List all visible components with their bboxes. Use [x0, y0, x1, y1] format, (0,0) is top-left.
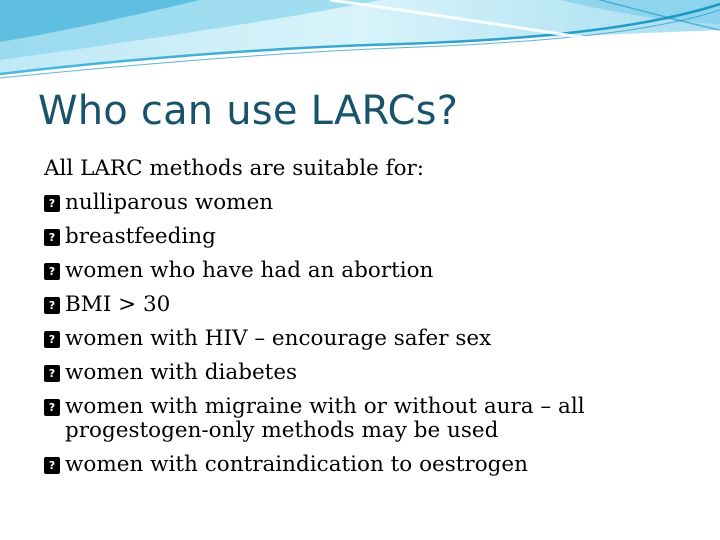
list-item	[44, 220, 684, 254]
list-item	[44, 186, 684, 220]
bullet-list	[44, 186, 684, 482]
list-item	[44, 288, 684, 322]
bullet-text: women who have had an abortion	[65, 258, 434, 283]
list-item	[44, 356, 684, 390]
bullet-text: women with migraine with or without aura – all progestogen-only methods may be used	[65, 394, 585, 443]
bullet-text: BMI > 30	[65, 292, 171, 317]
bullet-text: women with contraindication to oestrogen	[65, 452, 528, 477]
list-item	[44, 448, 684, 482]
list-item	[44, 390, 684, 448]
intro-text: All LARC methods are suitable for:	[44, 156, 425, 181]
bullet-icon: ?	[44, 399, 60, 416]
bullet-text: women with diabetes	[65, 360, 298, 385]
header-wave-decoration	[0, 0, 720, 90]
bullet-icon: ?	[44, 457, 60, 474]
bullet-icon: ?	[44, 297, 60, 314]
list-item	[44, 254, 684, 288]
bullet-text: nulliparous women	[65, 190, 274, 215]
bullet-icon: ?	[44, 229, 60, 246]
bullet-icon: ?	[44, 331, 60, 348]
list-item	[44, 322, 684, 356]
slide-body	[44, 152, 684, 482]
slide-title: Who can use LARCs?	[38, 88, 459, 134]
bullet-text: women with HIV – encourage safer sex	[65, 326, 492, 351]
bullet-icon: ?	[44, 263, 60, 280]
bullet-text: breastfeeding	[65, 224, 216, 249]
bullet-icon: ?	[44, 365, 60, 382]
bullet-icon: ?	[44, 195, 60, 212]
